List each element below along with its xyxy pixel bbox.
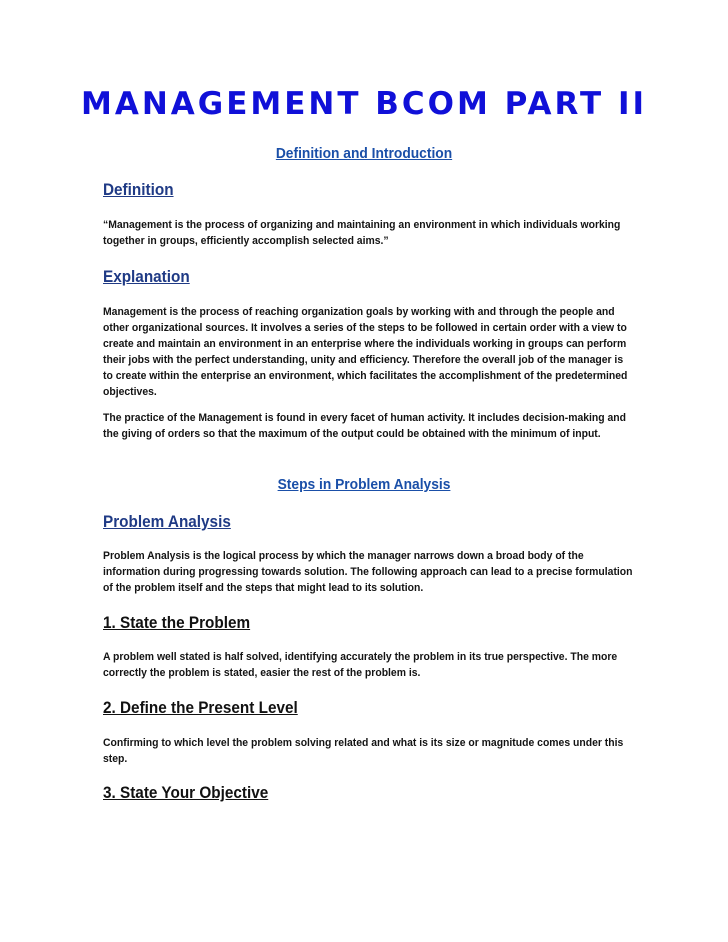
- heading-explanation: Explanation: [103, 267, 190, 286]
- heading-step-3: 3. State Your Objective: [103, 783, 269, 802]
- step-1-paragraph: A problem well stated is half solved, identifying accurately the problem in its true perspective. The more correctly the problem is stated, easier the rest of the problem is.: [103, 651, 618, 679]
- heading-steps-problem-analysis: Steps in Problem Analysis: [277, 476, 451, 493]
- step-2-paragraph: Confirming to which level the problem solving related and what is its size or magnitude comes under this step.: [103, 737, 624, 765]
- heading-step-2: 2. Define the Present Level: [103, 698, 298, 717]
- heading-step-1: 1. State the Problem: [103, 613, 251, 632]
- explanation-paragraph-2: The practice of the Management is found in every facet of human activity. It includes decision-making and the giving of orders so that the maximum of the output could be obtained with the minimum of input.: [103, 412, 627, 440]
- document-title: MANAGEMENT BCOM PART II: [80, 86, 648, 122]
- heading-problem-analysis: Problem Analysis: [103, 512, 231, 531]
- heading-definition: Definition: [103, 180, 174, 199]
- problem-analysis-paragraph: Problem Analysis is the logical process by which the manager narrows down a broad body of the information during progressing towards solution. The following approach can lead to a precise formulation of the problem itself and the steps that might lead to its solution.: [103, 550, 633, 594]
- explanation-paragraph-1: Management is the process of reaching organization goals by working with and through the people and other organizational sources. It involves a series of the steps to be followed in certain order with a view to create and maintain an environment in an enterprise where the individuals working in groups can perform their jobs with the perfect understanding, unity and efficiency. Therefore the overall job of the manager is to create within the enterprise an environment, which facilitates the accomplishment of the predetermined objectives.: [103, 306, 628, 398]
- heading-definition-introduction: Definition and Introduction: [275, 145, 453, 162]
- definition-quote: “Management is the process of organizing and maintaining an environment in which individuals working together in groups, efficiently accomplish selected aims.”: [103, 219, 621, 247]
